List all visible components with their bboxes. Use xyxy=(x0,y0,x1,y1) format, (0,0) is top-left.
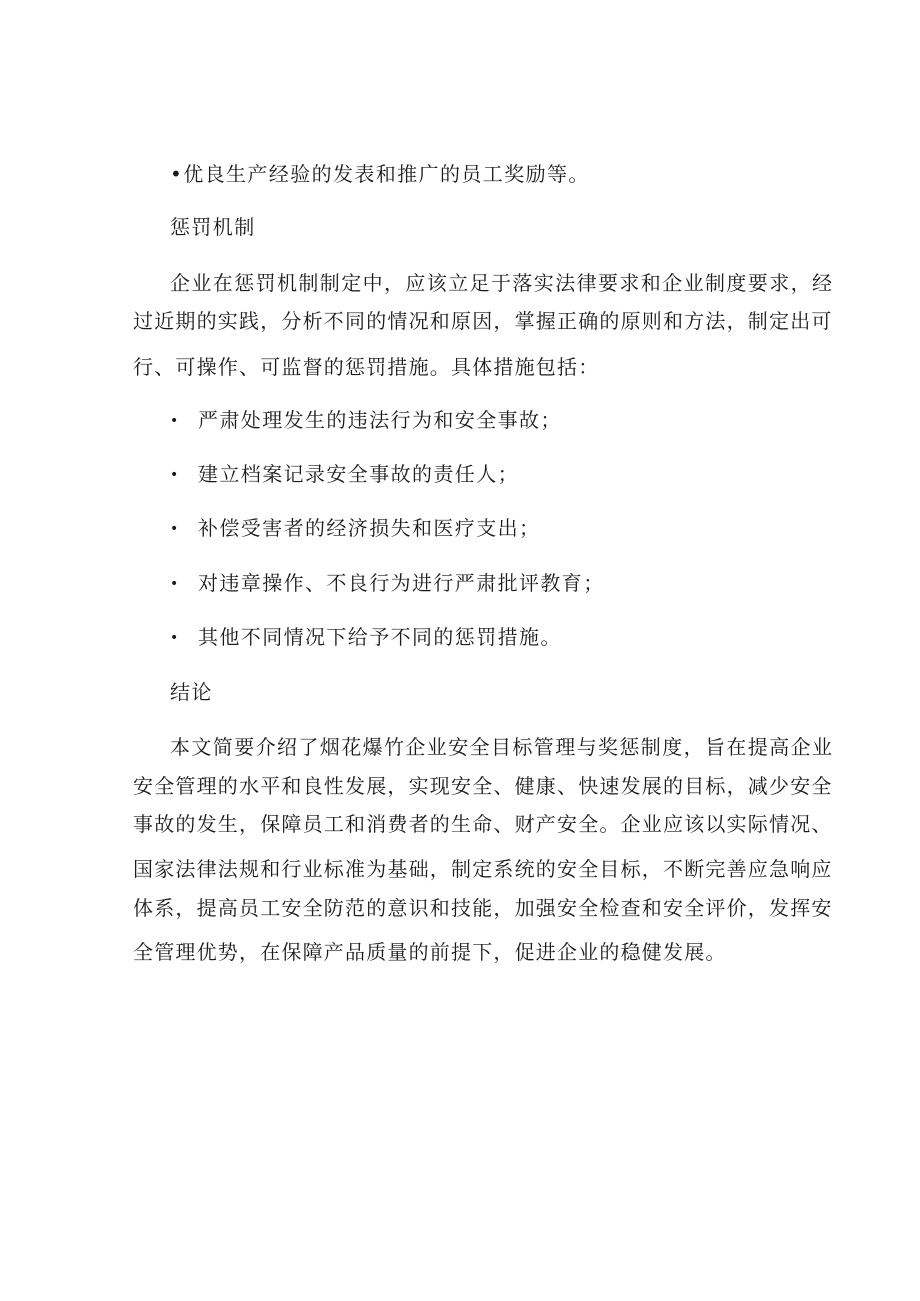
conclusion-paragraph-line-6: 全管理优势，在保障产品质量的前提下，促进企业的稳健发展。 xyxy=(133,940,727,964)
bullet-icon: • xyxy=(170,467,180,483)
conclusion-paragraph-line-3: 事故的发生，保障员工和消费者的生命、财产安全。企业应该以实际情况、 xyxy=(133,812,833,836)
penalty-list-item xyxy=(170,571,605,596)
penalty-list-item xyxy=(170,408,562,433)
conclusion-paragraph-line-4: 国家法律法规和行业标准为基础，制定系统的安全目标，不断完善应急响应 xyxy=(133,857,833,881)
conclusion-paragraph-line-2: 安全管理的水平和良性发展，实现安全、健康、快速发展的目标，减少安全 xyxy=(133,774,833,798)
penalty-list-item xyxy=(170,516,540,541)
penalty-item-text: 补偿受害者的经济损失和医疗支出； xyxy=(198,516,541,540)
penalty-item-text: 建立档案记录安全事故的责任人； xyxy=(198,462,519,486)
penalty-paragraph-line-3: 行、可操作、可监督的惩罚措施。具体措施包括： xyxy=(133,355,600,379)
penalty-list-item xyxy=(170,462,519,487)
conclusion-paragraph-line-5: 体系，提高员工安全防范的意识和技能，加强安全检查和安全评价，发挥安 xyxy=(133,896,833,920)
heading-conclusion: 结论 xyxy=(170,680,213,704)
bullet-icon: • xyxy=(170,630,180,646)
bullet-icon: • xyxy=(170,521,180,537)
heading-penalty: 惩罚机制 xyxy=(170,215,256,239)
penalty-paragraph-line-2: 过近期的实践，分析不同的情况和原因，掌握正确的原则和方法，制定出可 xyxy=(133,309,833,333)
penalty-item-text: 其他不同情况下给予不同的惩罚措施。 xyxy=(198,625,562,649)
penalty-item-text: 对违章操作、不良行为进行严肃批评教育； xyxy=(198,571,605,595)
bullet-icon: • xyxy=(170,413,180,429)
reward-item-last: •优良生产经验的发表和推广的员工奖励等。 xyxy=(170,162,590,186)
penalty-item-text: 严肃处理发生的违法行为和安全事故； xyxy=(198,408,562,432)
penalty-list-item xyxy=(170,625,562,650)
bullet-icon: • xyxy=(170,576,180,592)
penalty-paragraph-line-1: 企业在惩罚机制制定中，应该立足于落实法律要求和企业制度要求，经 xyxy=(170,271,834,295)
conclusion-paragraph-line-1: 本文简要介绍了烟花爆竹企业安全目标管理与奖惩制度，旨在提高企业 xyxy=(170,735,834,759)
